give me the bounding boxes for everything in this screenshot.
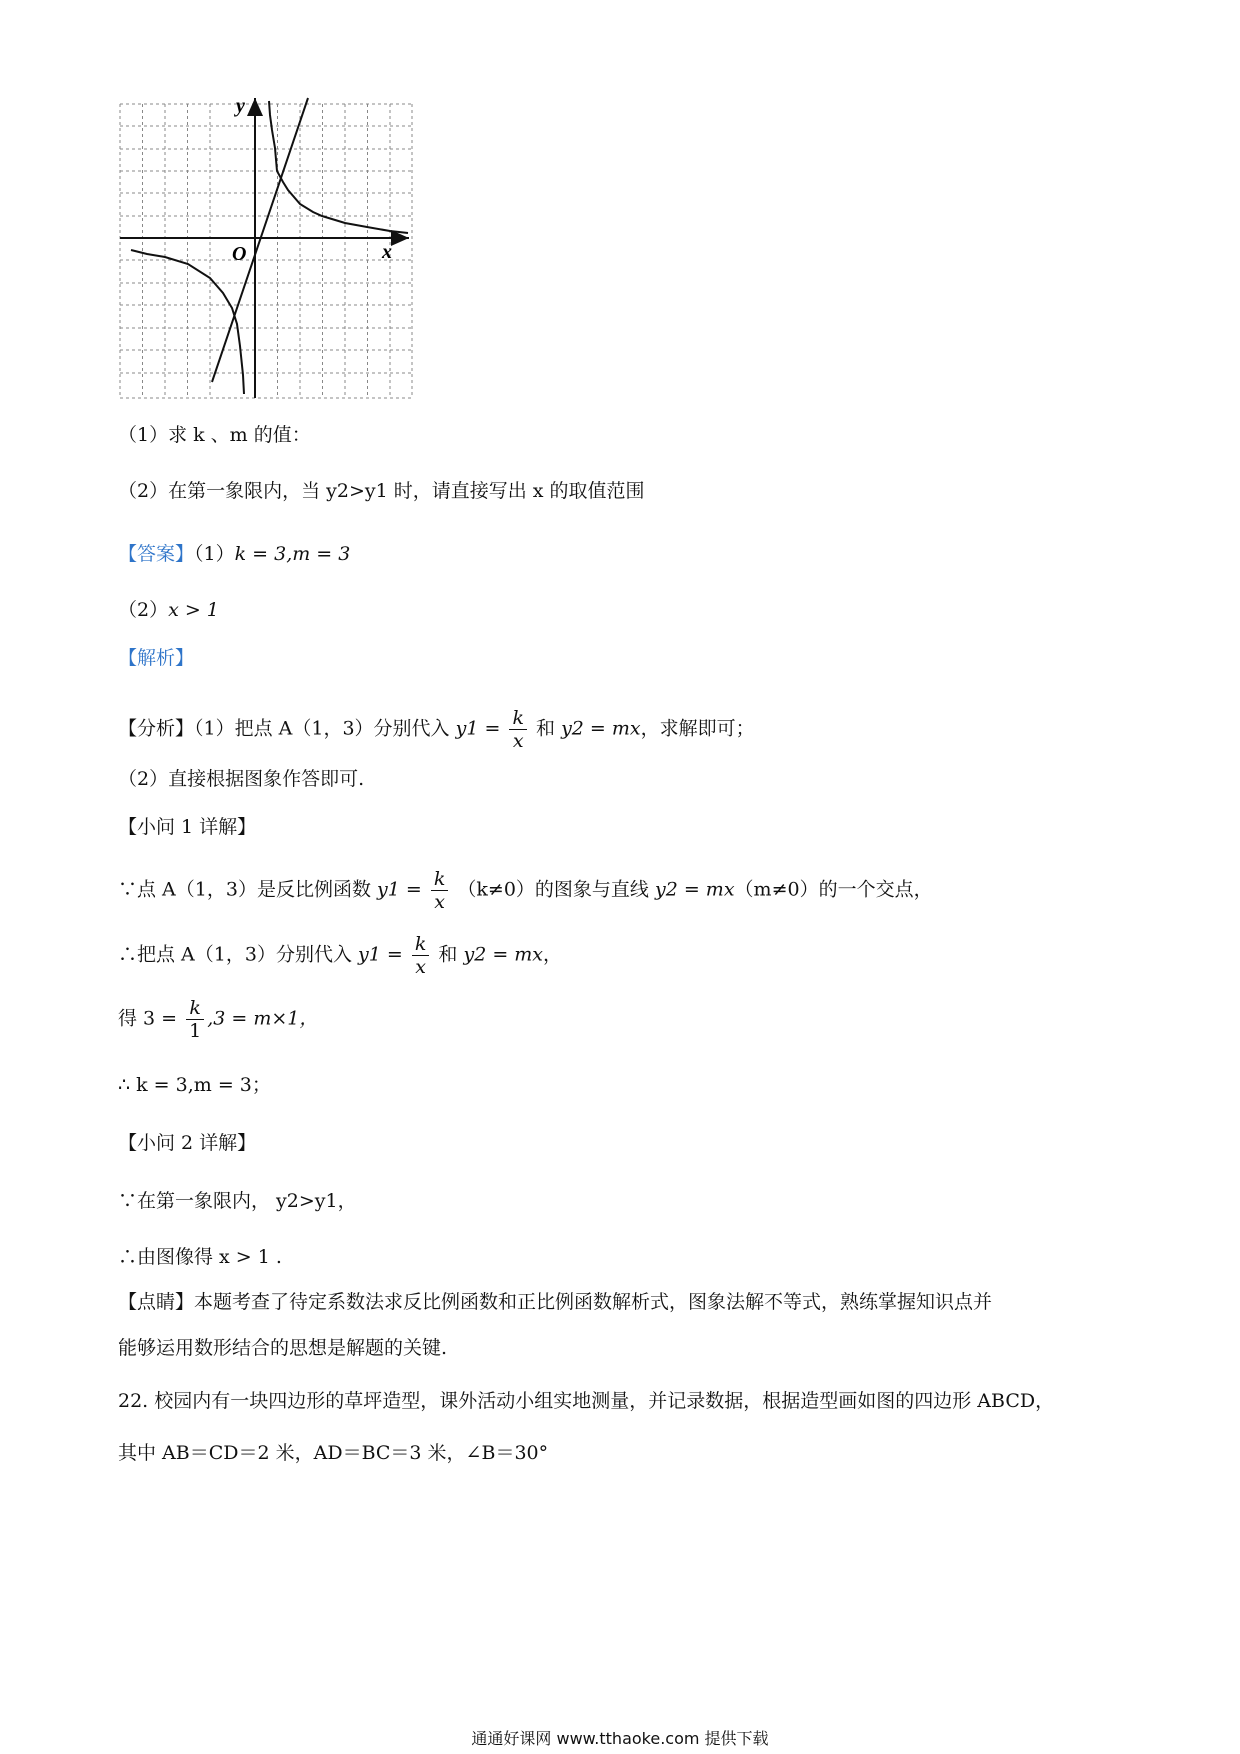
detail-2-line-2: ∴由图像得 x > 1 . <box>118 1246 282 1268</box>
grid <box>120 104 412 398</box>
answer-2: （2）x > 1 <box>118 599 219 621</box>
detail-2-line-1: ∵在第一象限内， y2>y1， <box>118 1190 357 1212</box>
origin-label: O <box>232 243 247 265</box>
question-22-line-2: 其中 AB＝CD＝2 米，AD＝BC＝3 米，∠B＝30° <box>118 1442 549 1464</box>
hyperbola-branch-1 <box>269 101 408 233</box>
fenxi-line-2: （2）直接根据图象作答即可. <box>118 768 365 790</box>
fenxi-line: 【分析】（1）把点 A（1，3）分别代入 y1 = $\frac{k}{x}$ 和 y2 = mx，求解即可； <box>118 707 755 752</box>
function-graph <box>118 94 414 406</box>
footer-source: 通通好课网 www.tthaoke.com 提供下载 <box>471 1729 769 1748</box>
sub-question-1-title: 【小问 1 详解】 <box>118 816 257 838</box>
y-axis-label: y <box>236 95 245 117</box>
fraction-k-over-x: $\frac{k}{x}$ <box>509 707 527 752</box>
dianjing-line-1: 【点睛】本题考查了待定系数法求反比例函数和正比例函数解析式，图象法解不等式，熟练掌握知识点并 <box>118 1291 993 1313</box>
detail-1-line-1: ∵点 A（1，3）是反比例函数 y1 = $\frac{k}{x}$ （k≠0）的图象与直线 y2 = mx（m≠0）的一个交点， <box>118 868 933 913</box>
answer-1: 【答案】（1）k = 3,m = 3 <box>118 543 351 565</box>
dianjing-line-2: 能够运用数形结合的思想是解题的关键. <box>118 1337 448 1359</box>
detail-1-line-4: ∴ k = 3,m = 3； <box>118 1074 271 1096</box>
x-axis-label: x <box>382 241 392 263</box>
detail-1-line-3: 得 3 = $\frac{k}{1}$ ,3 = m×1， <box>118 997 319 1042</box>
line-y2 <box>212 98 308 382</box>
detail-1-line-2: ∴把点 A（1，3）分别代入 y1 = $\frac{k}{x}$ 和 y2 = mx， <box>118 933 563 978</box>
question-1: （1）求 k 、m 的值： <box>118 424 311 446</box>
sub-question-2-title: 【小问 2 详解】 <box>118 1132 257 1154</box>
question-22-line-1: 22. 校园内有一块四边形的草坪造型，课外活动小组实地测量，并记录数据，根据造型画如图的四边形 ABCD， <box>118 1390 1055 1412</box>
analysis-tag: 【解析】 <box>118 647 195 669</box>
answer-tag: 【答案】 <box>118 543 195 565</box>
question-2: （2）在第一象限内，当 y2>y1 时，请直接写出 x 的取值范围 <box>118 480 645 502</box>
